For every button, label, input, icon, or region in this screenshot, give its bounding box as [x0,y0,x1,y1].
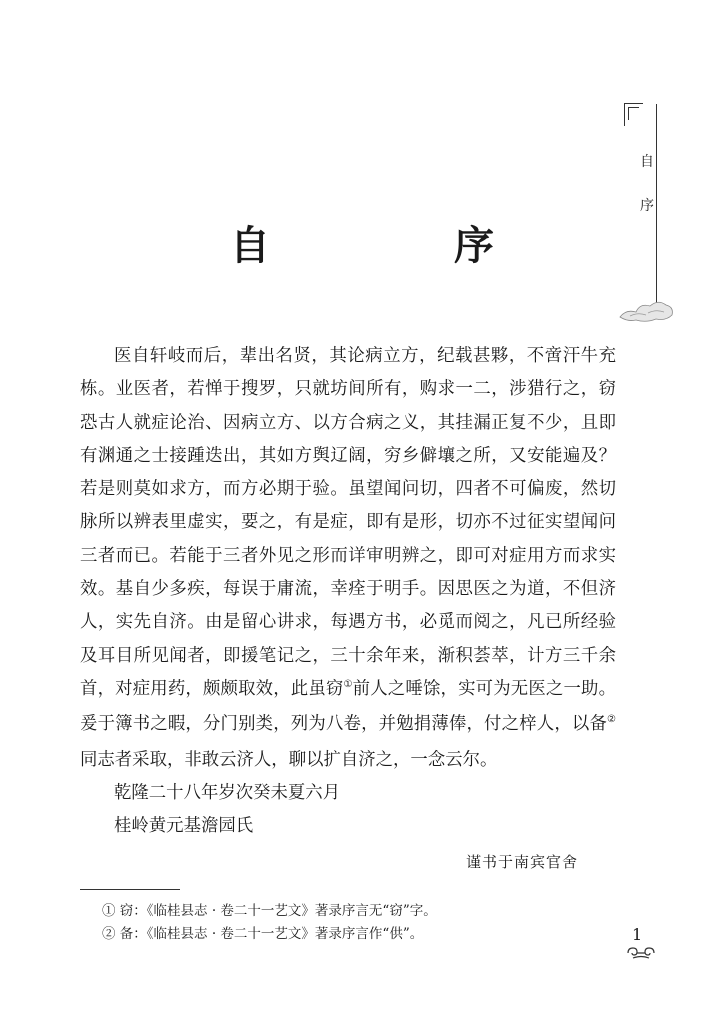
signature-line: 谨书于南宾官舍 [466,853,579,871]
running-tab-char: 序 [640,198,654,214]
footnote-marker: ② [607,714,616,726]
preface-text-part: 前人之唾馀，实可为无医之一助。爰于簿书之暇，分门别类，列为八卷，并勉捐薄俸，付之梓人，以备 [80,678,616,735]
page-number: 1 [632,925,643,944]
footnote-item: ① 窃：《临桂县志 · 卷二十一艺文》著录序言无“窃”字。 [102,903,437,919]
preface-paragraph [80,340,616,777]
footnote-divider [80,889,180,890]
footnote-marker: ① [343,678,353,690]
author-line: 桂岭黄元基澹园氏 [114,816,254,837]
scroll-ornament-icon [626,946,656,960]
page-title: 自 序 [230,222,566,269]
corner-bracket-ornament [624,103,643,126]
preface-body [80,340,616,843]
side-tab-rule [656,104,657,309]
preface-text-part: 同志者采取，非敢云济人，聊以扩自济之，一念云尔。 [80,749,498,770]
running-tab-char: 自 [640,154,654,170]
date-line: 乾隆二十八年岁次癸未夏六月 [114,782,341,803]
cloud-ornament-icon [616,295,676,325]
footnotes [102,900,437,946]
footnote-item: ② 备：《临桂县志 · 卷二十一艺文》著录序言作“供”。 [102,926,424,942]
preface-text-part: 医自轩岐而后，辈出名贤，其论病立方，纪载甚夥，不啻汗牛充栋。业医者，若惮于搜罗，只就坊间所有，购求一二，涉猎行之，窃恐古人就症论治、因病立方、以方合病之义，其挂漏正复不少，且即有渊通之士接踵迭出，其如方舆辽阔，穷乡僻壤之所，又安能遍及？若是则莫如求方，而方必期于验。虽望闻问切，四者不可偏废，然切脉所以辨表里虚实，要之，有是症，即有是形，切亦不过征实望闻问三者而已。若能于三者外见之形而详审明辨之，即可对症用方而求实效。基自少多疾，每误于庸流，幸痊于明手。因思医之为道，不但济人，实先自济。由是留心讲求，每遇方书，必觅而阅之，凡已所经验及耳目所见闻者，即援笔记之，三十余年来，渐积荟萃，计方三千余首，对症用药，颇颇取效，此虽窃 [80,346,616,699]
